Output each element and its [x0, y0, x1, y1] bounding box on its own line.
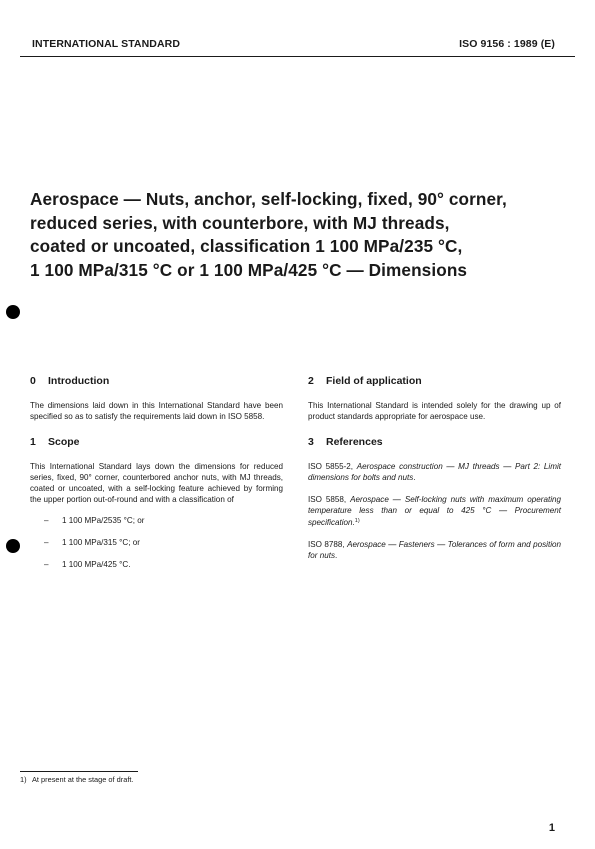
section-heading-introduction	[30, 376, 283, 390]
title-line: coated or uncoated, classification 1 100 MPa/235 °C,	[30, 236, 463, 256]
section-title: Scope	[48, 436, 80, 448]
footnote-text: At present at the stage of draft.	[32, 775, 134, 784]
reference-code: ISO 5858,	[308, 495, 347, 504]
list-item	[30, 515, 283, 526]
revision-marker-dot	[6, 539, 20, 553]
list-item-text: 1 100 MPa/315 °C; or	[62, 538, 140, 547]
list-dash: –	[44, 538, 49, 547]
list-item-text: 1 100 MPa/425 °C.	[62, 560, 131, 569]
header-standard-number: ISO 9156 : 1989 (E)	[459, 38, 555, 50]
left-column	[30, 376, 283, 581]
reference-code: ISO 5855-2,	[308, 462, 354, 471]
scope-text: This International Standard lays down the dimensions for reduced series, fixed, 90° corner, counterbored anchor nuts, with MJ threads, coated or uncoated, with a self-locking feature achieved by forming the upper portion out-of-round and with a classification of	[30, 462, 283, 504]
reference-title: Aerospace construction — MJ threads — Part 2: Limit dimensions for bolts and nuts	[308, 462, 561, 482]
list-item	[30, 559, 283, 570]
section-heading-references	[308, 437, 561, 451]
section-number: 0	[30, 375, 36, 387]
reference-entry	[308, 539, 561, 561]
section-title: Field of application	[326, 375, 422, 387]
field-of-application-text: This International Standard is intended solely for the drawing up of product standards appropriate for aerospace use.	[308, 401, 561, 421]
list-dash: –	[44, 516, 49, 525]
running-header	[20, 38, 575, 54]
reference-end: .	[352, 518, 355, 527]
list-item-text: 1 100 MPa/2535 °C; or	[62, 516, 145, 525]
title-line: Aerospace — Nuts, anchor, self-locking, fixed, 90° corner,	[30, 189, 507, 209]
reference-end: .	[335, 551, 338, 560]
classification-list	[30, 515, 283, 570]
header-standard-type: INTERNATIONAL STANDARD	[32, 38, 181, 50]
list-dash: –	[44, 560, 49, 569]
right-column	[308, 376, 561, 561]
page-number: 1	[548, 822, 555, 834]
section-title: Introduction	[48, 375, 110, 387]
title-line: 1 100 MPa/315 °C or 1 100 MPa/425 °C — Dimensions	[30, 259, 468, 280]
header-rule	[20, 56, 575, 57]
document-title	[30, 188, 575, 282]
reference-title: Aerospace — Self-locking nuts with maximum operating temperature less than or equal to 425 °C — Procurement specification	[308, 495, 561, 527]
section-number: 3	[308, 436, 314, 448]
section-heading-field-of-application	[308, 376, 561, 390]
section-number: 1	[30, 436, 36, 448]
reference-end: .	[413, 473, 416, 482]
section-title: References	[326, 436, 383, 448]
reference-title: Aerospace — Fasteners — Tolerances of form and position for nuts	[308, 540, 562, 560]
revision-marker-dot	[6, 305, 20, 319]
footnote-rule	[20, 771, 138, 772]
introduction-text: The dimensions laid down in this International Standard have been specified so as to satisfy the requirements laid down in ISO 5858.	[30, 401, 283, 421]
reference-entry	[308, 461, 561, 483]
footnote-mark: 1)	[20, 775, 27, 784]
section-heading-scope	[30, 437, 283, 451]
reference-entry	[308, 494, 561, 528]
title-line: reduced series, with counterbore, with MJ threads,	[30, 212, 450, 233]
footnote-reference: 1)	[354, 518, 360, 524]
list-item	[30, 537, 283, 548]
section-number: 2	[308, 375, 314, 387]
footnote	[20, 775, 133, 784]
reference-code: ISO 8788,	[308, 540, 345, 549]
